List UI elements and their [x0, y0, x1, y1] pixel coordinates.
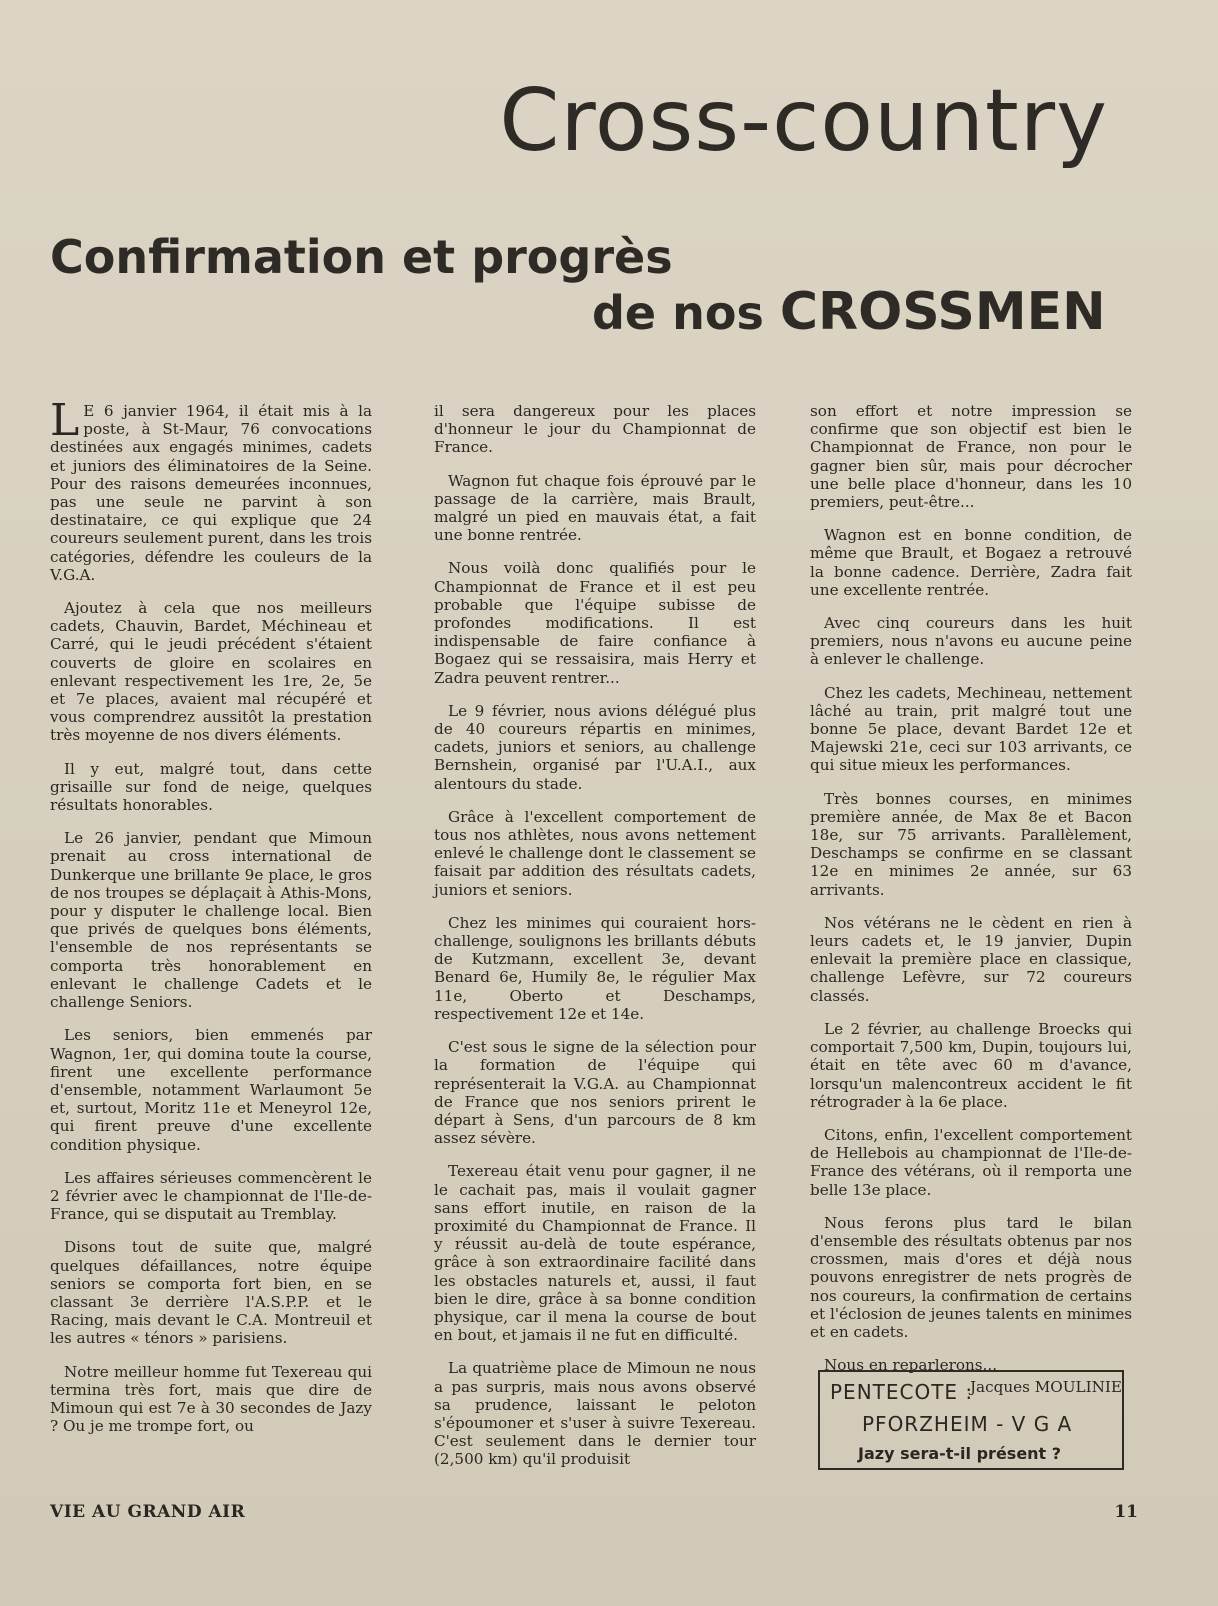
- paragraph: Nous en reparlerons...: [824, 1356, 998, 1375]
- article-column-2: [434, 402, 756, 1484]
- paragraph: Nous ferons plus tard le bilan d'ensemble des résultats obtenus par nos crossmen, mais d'ores et déjà nous pouvons enregistrer de nets progrès de nos coureurs, la confirmation de certains et l'éclosion de jeunes talents en minimes et en cadets.: [810, 1213, 1132, 1341]
- paragraph: La quatrième place de Mimoun ne nous a pas surpris, mais nous avons observé sa prudence, laissant le peloton s'époumoner et s'user à suivre Texereau. C'est seulement dans le dernier tour (2,500 km) qu'il produisit: [434, 1359, 756, 1469]
- paragraph: Grâce à l'excellent comportement de tous nos athlètes, nous avons nettement enlevé le challenge dont le classement se faisait par addition des résultats cadets, juniors et seniors.: [434, 807, 756, 899]
- paragraph: il sera dangereux pour les places d'honneur le jour du Championnat de France.: [434, 402, 756, 457]
- paragraph: Il y eut, malgré tout, dans cette grisaille sur fond de neige, quelques résultats honorables.: [50, 759, 372, 815]
- paragraph: Ajoutez à cela que nos meilleurs cadets, Chauvin, Bardet, Méchineau et Carré, qui le jeudi précédent s'étaient couverts de gloire en scolaires en enlevant respectivement les 1re, 2e, 5e et 7e places, avaient mal récupéré et vous comprendrez aussitôt la prestation très moyenne de nos divers éléments.: [50, 599, 372, 745]
- page-title: Cross-country: [499, 71, 1108, 171]
- paragraph: Chez les minimes qui couraient hors-challenge, soulignons les brillants débuts de Kutzmann, excellent 3e, devant Benard 6e, Humily 8e, le régulier Max 11e, Oberto et Deschamps, respectivement 12e et 14e.: [434, 913, 756, 1023]
- article-headline-line1: Confirmation et progrès: [50, 230, 673, 284]
- page-number: 11: [1114, 1502, 1138, 1522]
- paragraph: Nous voilà donc qualifiés pour le Championnat de France et il est peu probable que l'équipe subisse de profondes modifications. Il est indispensable de faire confiance à Bogaez qui se ressaisira, mais Herry et Zadra peuvent rentrer...: [434, 559, 756, 687]
- article-column-3: [810, 402, 1132, 1397]
- announcement-question: Jazy sera-t-il présent ?: [858, 1444, 1062, 1463]
- headline-caps: CROSSMEN: [779, 282, 1106, 342]
- paragraph: Le 9 février, nous avions délégué plus de 40 coureurs répartis en minimes, cadets, juniors et seniors, au challenge Bernshein, organisé par l'U.A.I., aux alentours du stade.: [434, 701, 756, 793]
- paragraph: Les seniors, bien emmenés par Wagnon, 1er, qui domina toute la course, firent une excellente performance d'ensemble, notamment Warlaumont 5e et, surtout, Moritz 11e et Meneyrol 12e, qui firent preuve d'une excellente condition physique.: [50, 1026, 372, 1154]
- article-column-1: [50, 395, 372, 1450]
- paragraph: Le 26 janvier, pendant que Mimoun prenait au cross international de Dunkerque une brillante 9e place, le gros de nos troupes se déplaçait à Athis-Mons, pour y disputer le challenge local. Bien que privés de quelques bons éléments, l'ensemble de nos représentants se comporta très honorablement en enlevant le challenge Cadets et le challenge Seniors.: [50, 829, 372, 1012]
- paragraph: Wagnon fut chaque fois éprouvé par le passage de la carrière, mais Brault, malgré un pied en mauvais état, a fait une bonne rentrée.: [434, 471, 756, 545]
- article-headline-line2: [592, 282, 1106, 342]
- paragraph: Très bonnes courses, en minimes première année, de Max 8e et Bacon 18e, sur 75 arrivants. Parallèlement, Deschamps se confirme en se classant 12e en minimes 2e année, sur 63 arrivants.: [810, 789, 1132, 899]
- drop-cap: L: [50, 395, 80, 446]
- paragraph: Avec cinq coureurs dans les huit premiers, nous n'avons eu aucune peine à enlever le challenge.: [810, 614, 1132, 669]
- paragraph: Citons, enfin, l'excellent comportement de Hellebois au championnat de l'Ile-de-France des vétérans, où il remporta une belle 13e place.: [810, 1125, 1132, 1199]
- paragraph: Le 2 février, au challenge Broecks qui comportait 7,500 km, Dupin, toujours lui, était en tête avec 60 m d'avance, lorsqu'un malencontreux accident le fit rétrograder à la 6e place.: [810, 1019, 1132, 1111]
- paragraph: Chez les cadets, Mechineau, nettement lâché au train, prit malgré tout une bonne 5e place, devant Bardet 12e et Majewski 21e, ceci sur 103 arrivants, ce qui situe mieux les performances.: [810, 683, 1132, 775]
- paragraph: C'est sous le signe de la sélection pour la formation de l'équipe qui représenterait la V.G.A. au Championnat de France que nos seniors prirent le départ à Sens, d'un parcours de 8 km assez sévère.: [434, 1038, 756, 1148]
- paragraph-text: E 6 janvier 1964, il était mis à la poste, à St-Maur, 76 convocations destinées aux engagés minimes, cadets et juniors des éliminatoires de la Seine. Pour des raisons demeurées inconnues, pas une seule ne parvint à son destinataire, ce qui explique que 24 coureurs seulement purent, dans les trois catégories, défendre les couleurs de la V.G.A.: [50, 402, 372, 584]
- announcement-heading: PENTECOTE :: [830, 1380, 974, 1404]
- announcement-event: PFORZHEIM - V G A: [862, 1412, 1073, 1436]
- paragraph: Les affaires sérieuses commencèrent le 2 février avec le championnat de l'Ile-de-France, qui se disputait au Tremblay.: [50, 1168, 372, 1224]
- publication-name: VIE AU GRAND AIR: [50, 1502, 246, 1522]
- paragraph: Disons tout de suite que, malgré quelques défaillances, notre équipe seniors se comporta fort bien, en se classant 3e derrière l'A.S.P.P. et le Racing, mais devant le C.A. Montreuil et les autres « ténors » parisiens.: [50, 1238, 372, 1348]
- paragraph: Notre meilleur homme fut Texereau qui termina très fort, mais que dire de Mimoun qui est 7e à 30 secondes de Jazy ? Ou je me trompe fort, ou: [50, 1362, 372, 1436]
- announcement-box: [818, 1370, 1124, 1470]
- paragraph: Nos vétérans ne le cèdent en rien à leurs cadets et, le 19 janvier, Dupin enlevait la première place en classique, challenge Lefèvre, sur 72 coureurs classés.: [810, 913, 1132, 1005]
- paragraph: Wagnon est en bonne condition, de même que Brault, et Bogaez a retrouvé la bonne cadence. Derrière, Zadra fait une excellente rentrée.: [810, 526, 1132, 599]
- paragraph: Texereau était venu pour gagner, il ne le cachait pas, mais il voulait gagner sans effort inutile, en raison de la proximité du Championnat de France. Il y réussit au-delà de toute espérance, grâce à son extraordinaire facilité dans les obstacles naturels et, aussi, il faut bien le dire, grâce à sa bonne condition physique, car il mena la course de bout en bout, et jamais il ne fut en difficulté.: [434, 1162, 756, 1345]
- author-signature: Jacques MOULINIE: [969, 1378, 1122, 1397]
- headline-prefix: de nos: [592, 286, 764, 340]
- paragraph: son effort et notre impression se confirme que son objectif est bien le Championnat de France, non pour le gagner bien sûr, mais pour décrocher une belle place d'honneur, dans les 10 premiers, peut-être...: [810, 402, 1132, 512]
- paragraph: [50, 395, 372, 584]
